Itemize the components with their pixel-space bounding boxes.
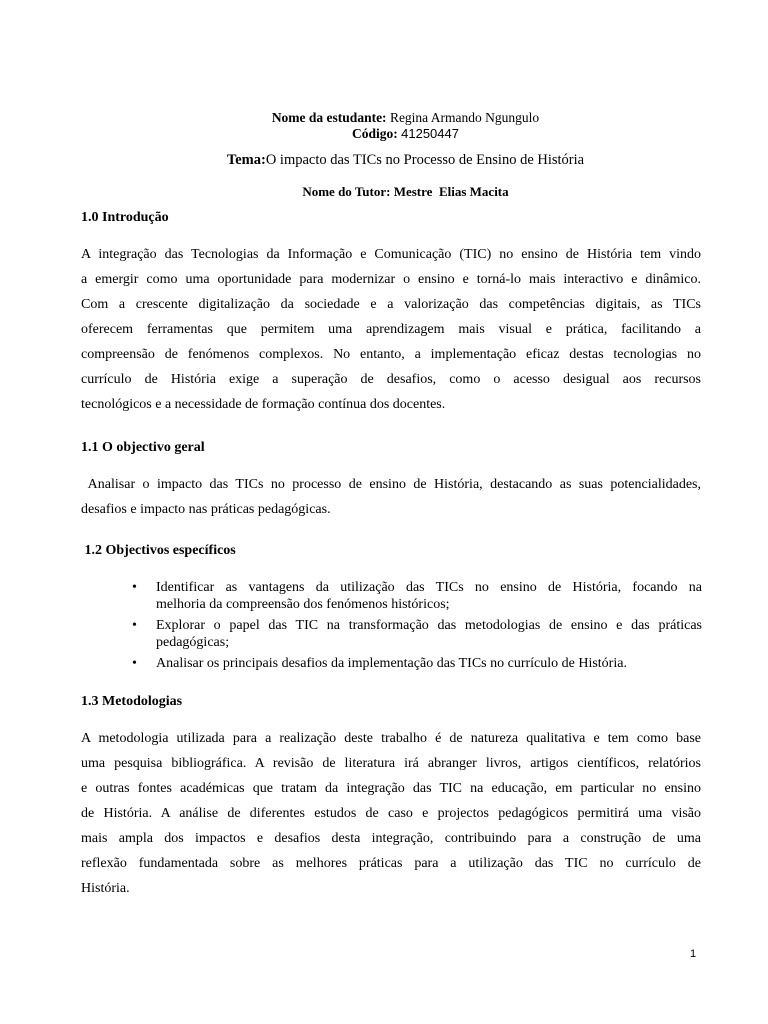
methodology-line: uma pesquisa bibliográfica. A revisão de literatura irá abranger livros, artigos científicos, relatórios bbox=[81, 756, 701, 771]
intro-line: oferecem ferramentas que permitem uma aprendizagem mais visual e prática, facilitando a bbox=[81, 322, 701, 337]
bullet-icon: • bbox=[132, 580, 137, 595]
tutor-line: Nome do Tutor: Mestre Elias Macita bbox=[302, 184, 509, 199]
methodology-paragraph bbox=[81, 726, 701, 901]
bullet-icon: • bbox=[132, 656, 137, 671]
list-item-line: Identificar as vantagens da utilização das TICs no ensino de História, focando na bbox=[156, 580, 702, 595]
list-item-line: Analisar os principais desafios da implementação das TICs no currículo de História. bbox=[156, 656, 627, 671]
methodology-line: de História. A análise de diferentes estudos de caso e projectos pedagógicos permitirá uma visão bbox=[81, 806, 701, 821]
theme-value: O impacto das TICs no Processo de Ensino de História bbox=[265, 152, 585, 168]
theme-line bbox=[0, 152, 768, 169]
methodology-line: História. bbox=[81, 881, 130, 896]
intro-line: tecnológicos e a necessidade de formação contínua dos docentes. bbox=[81, 397, 446, 412]
list-item-line: pedagógicas; bbox=[156, 635, 230, 650]
intro-heading: 1.0 Introdução bbox=[81, 210, 169, 225]
general-objective-paragraph bbox=[81, 472, 701, 522]
list-item-line: melhoria da compreensão dos fenómenos históricos; bbox=[156, 597, 450, 612]
code-value: 41250447 bbox=[401, 126, 459, 141]
methodology-line: reflexão fundamentada sobre as melhores práticas para a utilização das TIC no currículo de bbox=[81, 856, 701, 871]
page-number: 1 bbox=[690, 948, 697, 960]
methodology-heading: 1.3 Metodologias bbox=[81, 694, 183, 709]
list-item bbox=[132, 655, 702, 672]
general-objective-line: desafios e impacto nas práticas pedagógicas. bbox=[81, 502, 331, 517]
list-item bbox=[132, 617, 702, 651]
intro-paragraph bbox=[81, 242, 701, 417]
intro-line: A integração das Tecnologias da Informação e Comunicação (TIC) no ensino de História tem vindo bbox=[81, 247, 701, 262]
list-item bbox=[132, 579, 702, 613]
student-line bbox=[0, 110, 768, 126]
code-label: Código: bbox=[352, 126, 398, 141]
theme-label: Tema: bbox=[226, 152, 266, 168]
general-objective-line: Analisar o impacto das TICs no processo de ensino de História, destacando as suas potencialidades, bbox=[81, 477, 701, 492]
specific-objectives-list bbox=[132, 579, 702, 672]
list-item-line: Explorar o papel das TIC na transformação das metodologias de ensino e das práticas bbox=[156, 618, 702, 633]
specific-objectives-heading: 1.2 Objectivos específicos bbox=[81, 543, 236, 558]
general-objective-heading: 1.1 O objectivo geral bbox=[81, 440, 205, 455]
code-line bbox=[0, 126, 768, 142]
intro-line: compreensão de fenómenos complexos. No entanto, a implementação eficaz destas tecnologias no bbox=[81, 347, 701, 362]
student-label: Nome da estudante: bbox=[271, 110, 387, 125]
student-name: Regina Armando Ngungulo bbox=[389, 110, 540, 125]
intro-line: a emergir como uma oportunidade para modernizar o ensino e torná-lo mais interactivo e dinâmico. bbox=[81, 272, 701, 287]
bullet-icon: • bbox=[132, 618, 137, 633]
methodology-line: e outras fontes académicas que tratam da integração das TIC na educação, em particular no ensino bbox=[81, 781, 701, 796]
methodology-line: A metodologia utilizada para a realização deste trabalho é de natureza qualitativa e tem como base bbox=[81, 731, 701, 746]
methodology-line: mais ampla dos impactos e desafios desta integração, contribuindo para a construção de uma bbox=[81, 831, 701, 846]
intro-line: currículo de História exige a superação de desafios, como o acesso desigual aos recursos bbox=[81, 372, 701, 387]
intro-line: Com a crescente digitalização da sociedade e a valorização das competências digitais, as TICs bbox=[81, 297, 701, 312]
